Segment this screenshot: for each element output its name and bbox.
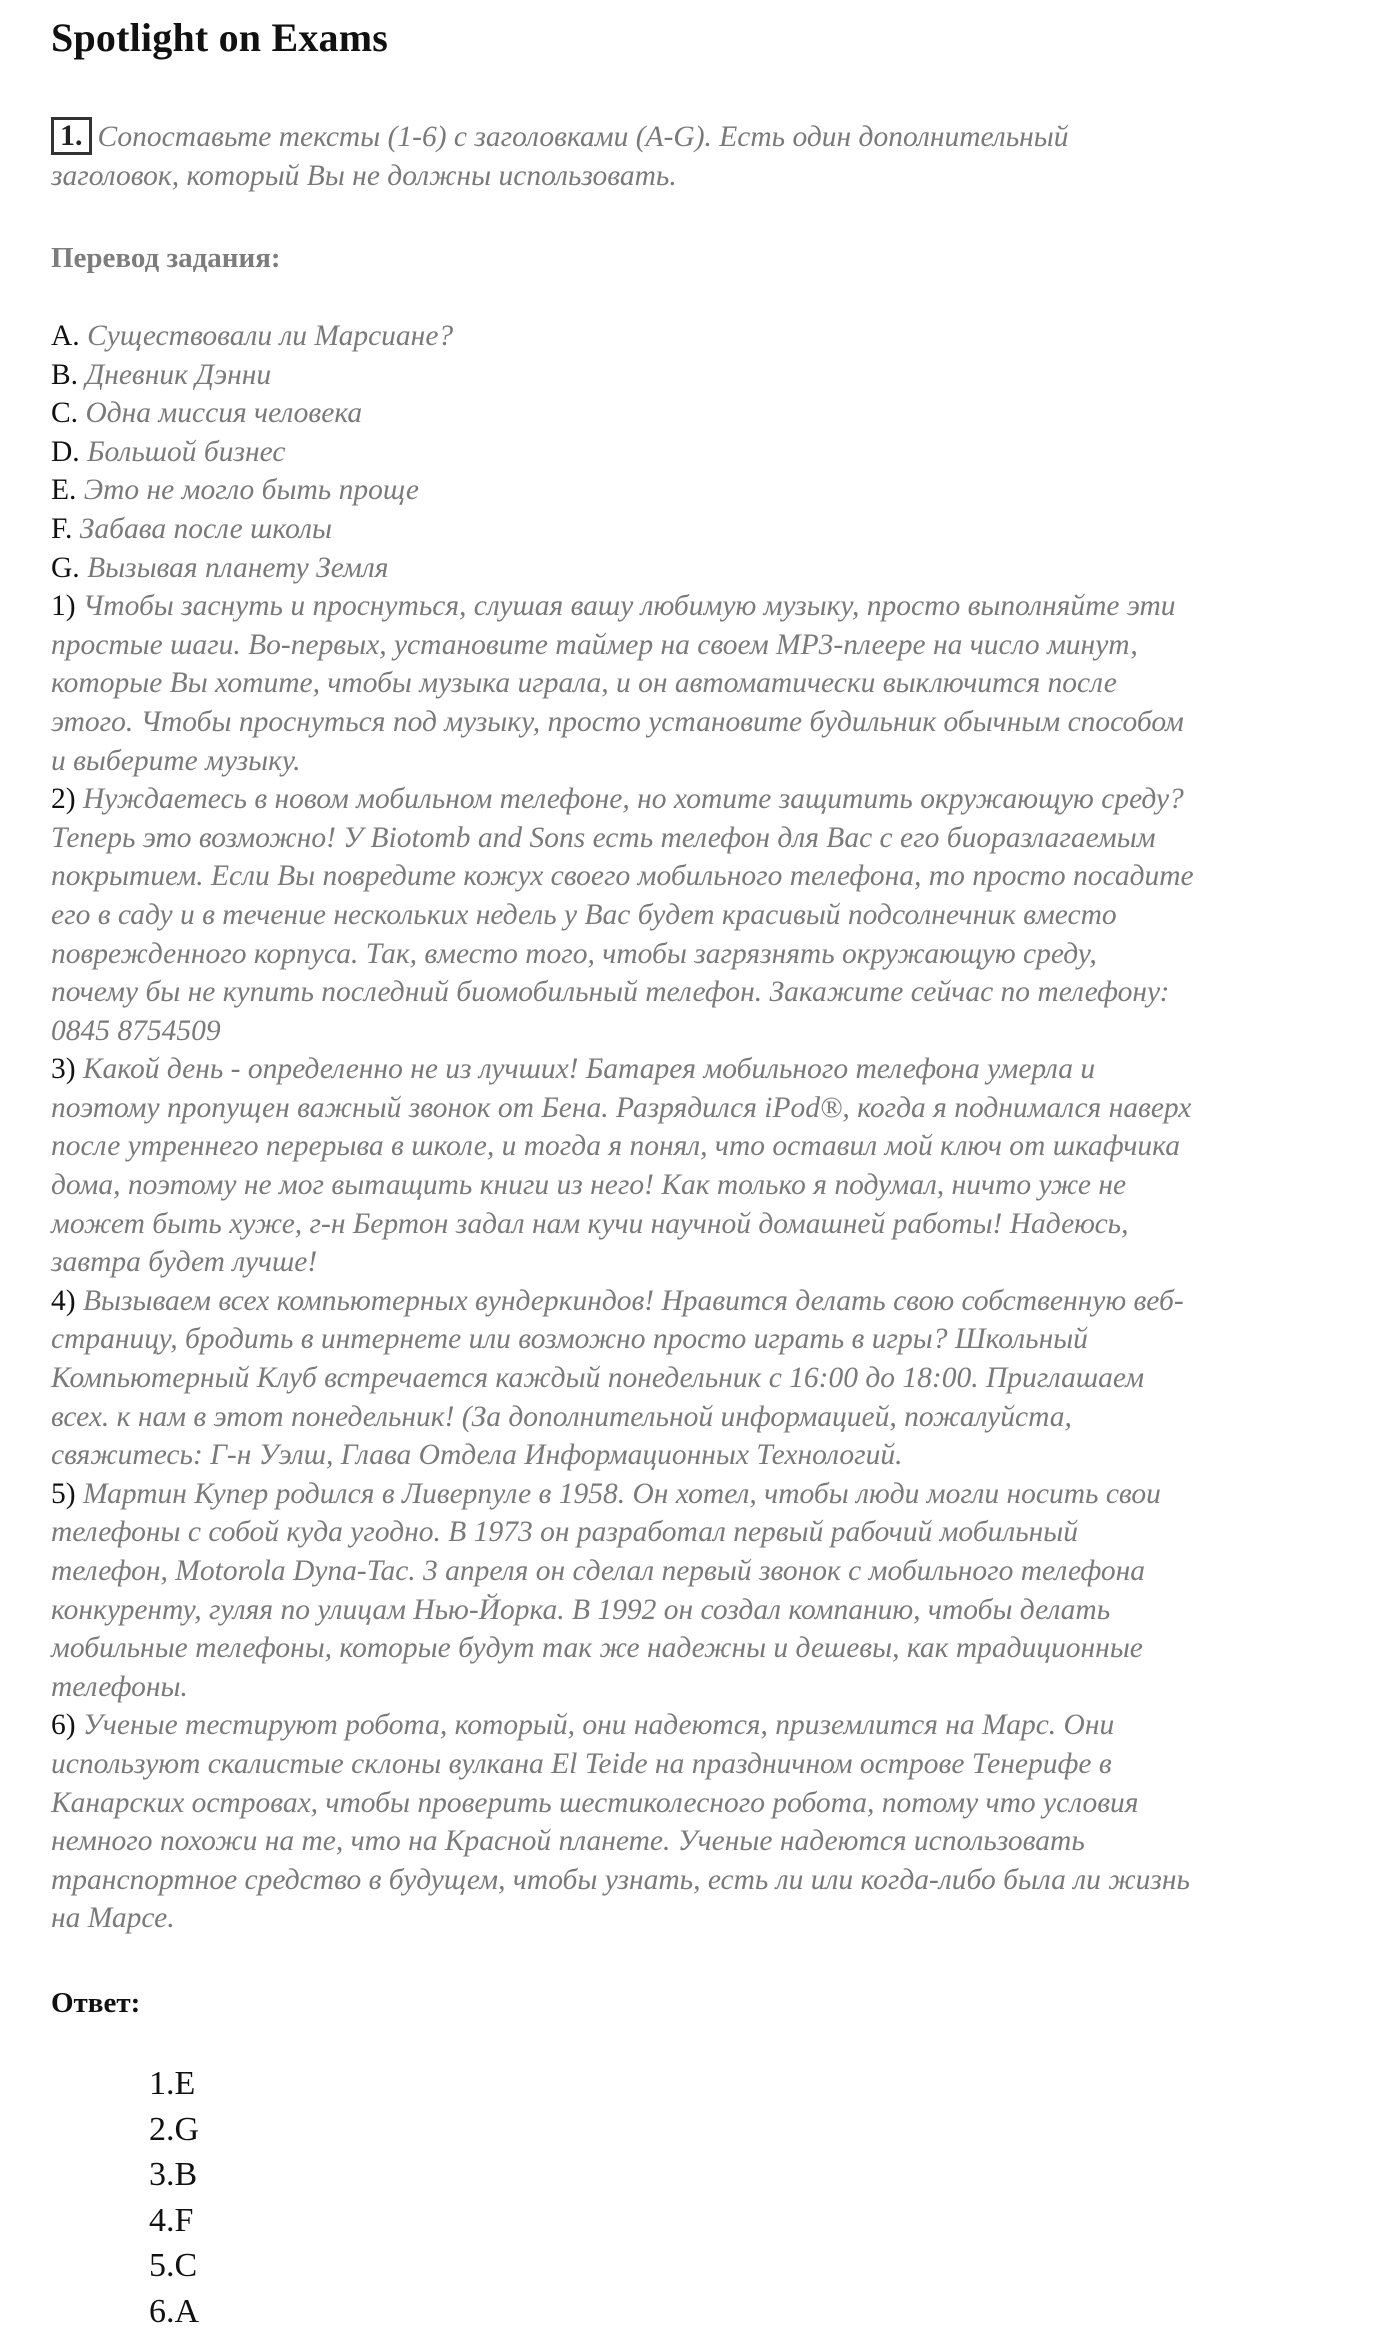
text-line bbox=[51, 780, 1361, 819]
text-line-content: Теперь это возможно! У Biotomb and Sons есть телефон для Вас с его биоразлагаемым bbox=[51, 821, 1156, 854]
text-paragraph bbox=[51, 1706, 1361, 1938]
text-line-content: страницу, бродить в интернете или возможно просто играть в игры? Школьный bbox=[51, 1323, 1088, 1356]
text-number: 3) bbox=[51, 1053, 76, 1086]
text-line bbox=[51, 857, 1361, 896]
text-line bbox=[51, 1861, 1361, 1900]
text-line bbox=[51, 1282, 1361, 1321]
task-number-badge: 1. bbox=[51, 117, 92, 155]
text-line bbox=[51, 742, 1361, 781]
texts-list bbox=[51, 587, 1361, 1938]
text-line-content: Чтобы заснуть и проснуться, слушая вашу любимую музыку, просто выполняйте эти bbox=[82, 590, 1176, 623]
text-line-content: покрытием. Если Вы повредите кожух своего мобильного телефона, то просто посадите bbox=[51, 860, 1194, 893]
translation-label: Перевод задания: bbox=[51, 242, 281, 274]
text-number: 5) bbox=[51, 1477, 76, 1510]
text-line-content: телефоны. bbox=[51, 1670, 188, 1703]
text-line-content: немного похожи на те, что на Красной планете. Ученые надеются использовать bbox=[51, 1825, 1085, 1858]
text-line-content: Ученые тестируют робота, который, они надеются, приземлится на Марс. Они bbox=[82, 1709, 1115, 1742]
text-paragraph bbox=[51, 587, 1361, 780]
text-line-content: Какой день - определенно не из лучших! Батарея мобильного телефона умерла и bbox=[82, 1053, 1096, 1086]
text-line bbox=[51, 703, 1361, 742]
heading-letter: G. bbox=[51, 551, 80, 584]
text-line-content: простые шаги. Во-первых, установите таймер на своем MP3-плеере на число минут, bbox=[51, 628, 1138, 661]
text-line bbox=[51, 1205, 1361, 1244]
answer-list bbox=[149, 2061, 199, 2334]
text-line-content: может быть хуже, г-н Бертон задал нам кучи научной домашней работы! Надеюсь, bbox=[51, 1207, 1129, 1240]
text-line-content: Вызываем всех компьютерных вундеркиндов! Нравится делать свою собственную веб- bbox=[82, 1284, 1184, 1317]
text-line bbox=[51, 1513, 1361, 1552]
text-line-content: 0845 8754509 bbox=[51, 1014, 221, 1047]
text-paragraph bbox=[51, 1050, 1361, 1282]
text-line-content: всех. к нам в этот понедельник! (За дополнительной информацией, пожалуйста, bbox=[51, 1400, 1072, 1433]
text-number: 2) bbox=[51, 783, 76, 816]
text-line bbox=[51, 1745, 1361, 1784]
heading-letter: A. bbox=[51, 320, 80, 352]
text-line-content: на Марсе. bbox=[51, 1902, 175, 1935]
text-line-content: телефон, Motorola Dyna-Tac. 3 апреля он сделал первый звонок с мобильного телефона bbox=[51, 1555, 1146, 1587]
text-number: 6) bbox=[51, 1709, 76, 1742]
answer-label: Ответ: bbox=[51, 1987, 141, 2019]
heading-letter: C. bbox=[51, 397, 79, 430]
text-line-content: почему бы не купить последний биомобильный телефон. Закажите сейчас по телефону: bbox=[51, 976, 1170, 1009]
text-line bbox=[51, 1050, 1361, 1089]
task-line-2: заголовок, который Вы не должны использовать. bbox=[51, 160, 677, 192]
text-line bbox=[51, 1591, 1361, 1630]
text-line bbox=[51, 973, 1361, 1012]
text-number: 1) bbox=[51, 590, 76, 623]
heading-text: Существовали ли Марсиане? bbox=[87, 320, 454, 352]
text-line-content: после утреннего перерыва в школе, и тогда я понял, что оставил мой ключ от шкафчика bbox=[51, 1130, 1180, 1163]
answer-item: 2.G bbox=[149, 2110, 200, 2148]
task-instruction bbox=[51, 117, 1351, 196]
answer-item: 3.B bbox=[149, 2156, 198, 2193]
text-line-content: завтра будет лучше! bbox=[51, 1246, 318, 1279]
text-line bbox=[51, 1012, 1361, 1051]
text-line bbox=[51, 1784, 1361, 1823]
text-line bbox=[51, 1475, 1361, 1514]
heading-letter: D. bbox=[51, 435, 80, 468]
heading-item bbox=[51, 510, 1361, 549]
task-text-1: Сопоставьте тексты (1-6) с заголовками (A-G). Есть один дополнительный bbox=[97, 121, 1069, 153]
text-line bbox=[51, 819, 1361, 858]
text-line bbox=[51, 1359, 1361, 1398]
text-line bbox=[51, 1436, 1361, 1475]
text-line bbox=[51, 1243, 1361, 1282]
text-line-content: транспортное средство в будущем, чтобы узнать, есть ли или когда-либо была ли жизнь bbox=[51, 1863, 1190, 1896]
answer-item: 1.E bbox=[149, 2065, 196, 2102]
text-line bbox=[51, 664, 1361, 703]
heading-item bbox=[51, 394, 1361, 433]
text-line bbox=[51, 1629, 1361, 1668]
text-line-content: свяжитесь: Г-н Уэлш, Глава Отдела Информационных Технологий. bbox=[51, 1439, 903, 1472]
heading-text: Забава после школы bbox=[79, 512, 332, 545]
heading-text: Это не могло быть проще bbox=[83, 474, 419, 507]
text-line-content: конкуренту, гуляя по улицам Нью-Йорка. В 1992 он создал компанию, чтобы делать bbox=[51, 1593, 1111, 1626]
heading-item bbox=[51, 433, 1361, 472]
content-block bbox=[51, 317, 1361, 1938]
text-line bbox=[51, 935, 1361, 974]
page-title: Spotlight on Exams bbox=[51, 15, 389, 60]
heading-text: Большой бизнес bbox=[87, 435, 286, 468]
text-line-content: Компьютерный Клуб встречается каждый понедельник с 16:00 до 18:00. Приглашаем bbox=[51, 1362, 1145, 1395]
heading-item bbox=[51, 317, 1361, 356]
text-line-content: поэтому пропущен важный звонок от Бена. Разрядился iPod®, когда я поднимался наверх bbox=[51, 1091, 1192, 1124]
text-line-content: Нуждаетесь в новом мобильном телефоне, но хотите защитить окружающую среду? bbox=[82, 783, 1184, 816]
text-line bbox=[51, 1706, 1361, 1745]
text-line-content: мобильные телефоны, которые будут так же надежны и дешевы, как традиционные bbox=[51, 1632, 1143, 1665]
text-line bbox=[51, 896, 1361, 935]
text-line-content: этого. Чтобы проснуться под музыку, просто установите будильник обычным способом bbox=[51, 705, 1184, 738]
heading-item bbox=[51, 549, 1361, 588]
text-line bbox=[51, 1398, 1361, 1437]
answer-item: 4.F bbox=[149, 2201, 194, 2239]
text-line bbox=[51, 1899, 1361, 1938]
heading-letter: F. bbox=[51, 512, 73, 545]
text-line bbox=[51, 1089, 1361, 1128]
text-line bbox=[51, 1320, 1361, 1359]
text-paragraph bbox=[51, 1282, 1361, 1475]
text-line-content: используют скалистые склоны вулкана El Teide на праздничном острове Тенерифе в bbox=[51, 1747, 1112, 1780]
text-line bbox=[51, 1822, 1361, 1861]
text-line bbox=[51, 1127, 1361, 1166]
heading-letter: E. bbox=[51, 474, 77, 507]
heading-item bbox=[51, 356, 1361, 395]
text-line-content: Канарских островах, чтобы проверить шестиколесного робота, потому что условия bbox=[51, 1786, 1139, 1819]
heading-text: Вызывая планету Земля bbox=[87, 551, 389, 584]
headings-list bbox=[51, 317, 1361, 587]
heading-text: Одна миссия человека bbox=[85, 397, 363, 430]
answer-item: 5.C bbox=[149, 2247, 198, 2284]
heading-letter: B. bbox=[51, 358, 79, 391]
text-line bbox=[51, 626, 1361, 665]
text-paragraph bbox=[51, 780, 1361, 1050]
text-line-content: телефоны с собой куда угодно. В 1973 он разработал первый рабочий мобильный bbox=[51, 1516, 1078, 1549]
text-line-content: дома, поэтому не мог вытащить книги из него! Как только я подумал, ничто уже не bbox=[51, 1169, 1127, 1202]
text-line bbox=[51, 587, 1361, 626]
answer-item: 6.A bbox=[149, 2292, 200, 2330]
heading-text: Дневник Дэнни bbox=[85, 358, 272, 391]
text-line-content: поврежденного корпуса. Так, вместо того, чтобы загрязнять окружающую среду, bbox=[51, 937, 1097, 970]
text-number: 4) bbox=[51, 1284, 76, 1317]
heading-item bbox=[51, 471, 1361, 510]
text-line-content: Мартин Купер родился в Ливерпуле в 1958. Он хотел, чтобы люди могли носить свои bbox=[82, 1477, 1161, 1510]
text-paragraph bbox=[51, 1475, 1361, 1707]
text-line bbox=[51, 1552, 1361, 1591]
text-line bbox=[51, 1166, 1361, 1205]
task-line-1 bbox=[51, 117, 1351, 157]
text-line bbox=[51, 1668, 1361, 1707]
text-line-content: его в саду и в течение нескольких недель у Вас будет красивый подсолнечник вместо bbox=[51, 898, 1117, 931]
text-line-content: которые Вы хотите, чтобы музыка играла, и он автоматически выключится после bbox=[51, 667, 1117, 700]
text-line-content: и выберите музыку. bbox=[51, 744, 301, 777]
